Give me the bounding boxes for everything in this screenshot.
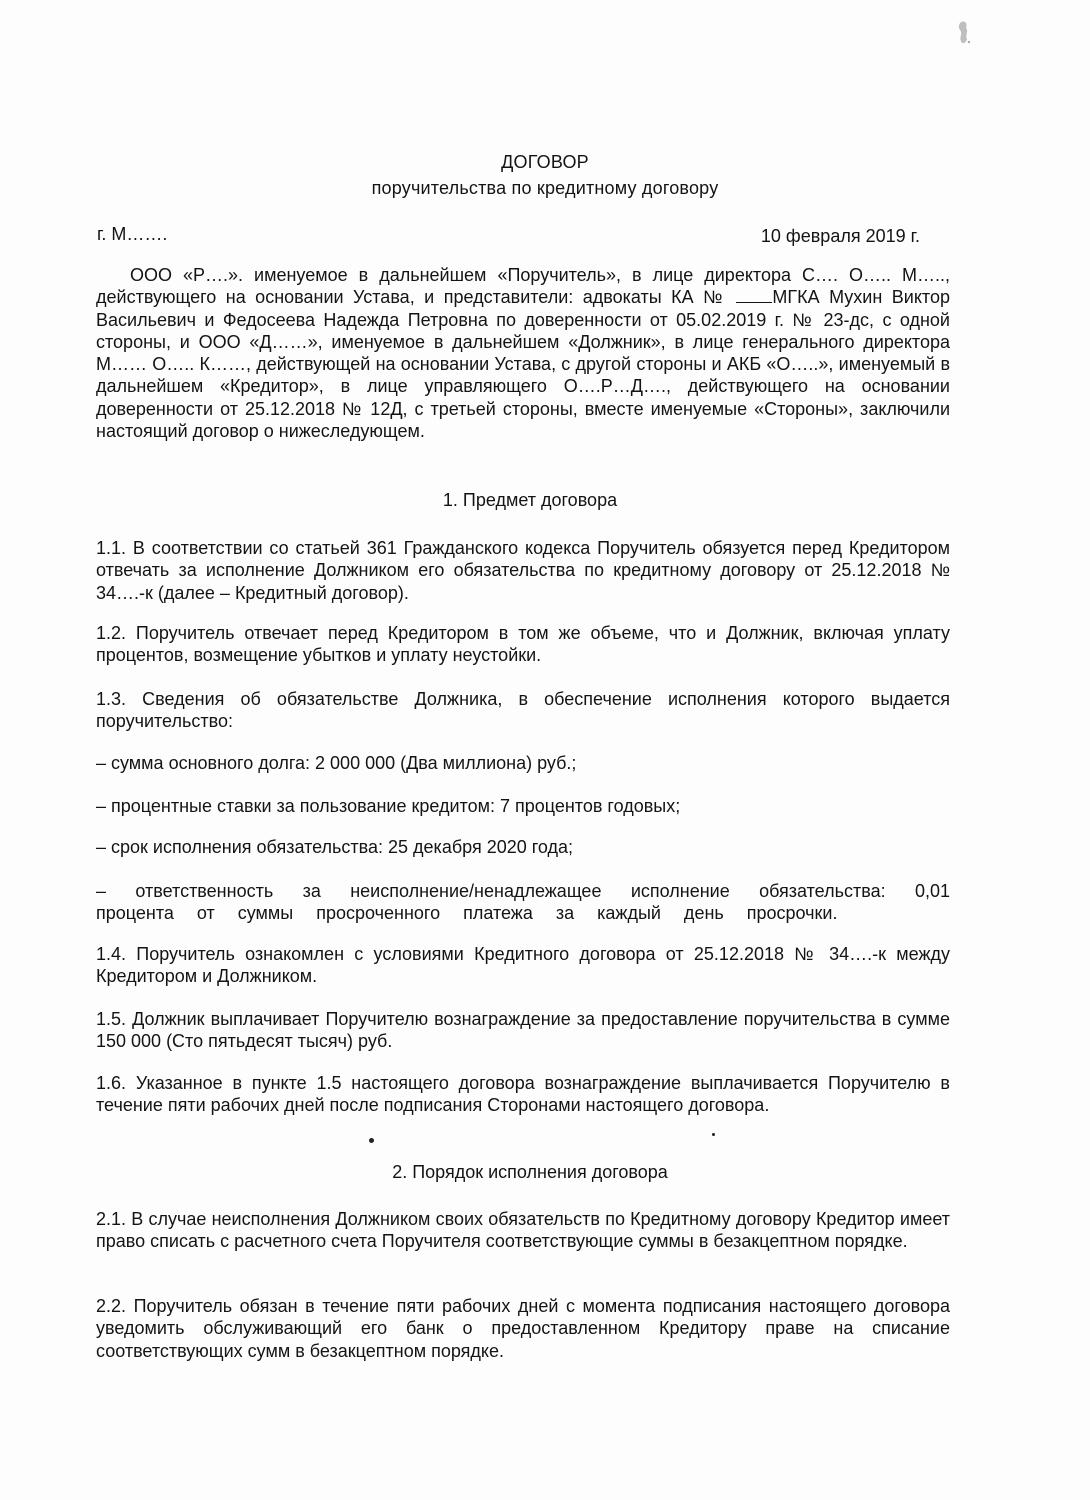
obligation-item-term: – срок исполнения обязательства: 25 декабря 2020 года; [96, 837, 574, 857]
clause-1-1: 1.1. В соответствии со статьей 361 Гражданского кодекса Поручитель обязуется перед Кредитором отвечать за исполнение Должником его обязательства по кредитному договору от 25.12.2018 № 34….-к (далее – Кредитный договор). [96, 538, 950, 603]
clause-1-2: 1.2. Поручитель отвечает перед Кредитором в том же объеме, что и Должник, включая уплату процентов, возмещение убытков и уплату неустойки. [96, 623, 950, 666]
clause-2-1: 2.1. В случае неисполнения Должником своих обязательств по Кредитному договору Кредитор имеет право списать с расчетного счета Поручителя соответствующие суммы в безакцептном порядке. [96, 1209, 950, 1252]
scan-speck [369, 1138, 374, 1143]
document-subtitle: поручительства по кредитному договору [371, 178, 719, 198]
obligation-item-liability: – ответственность за неисполнение/ненадлежащее исполнение обязательства: 0,01 процента от суммы просроченного платежа за каждый день просрочки. [96, 881, 950, 924]
preamble-paragraph [96, 264, 950, 442]
obligation-item-interest: – процентные ставки за пользование кредитом: 7 процентов годовых; [96, 796, 681, 816]
preamble-part-1: ООО «Р….». именуемое в дальнейшем «Поручитель», в лице директора С…. О….. М….., действующего на основании Устава, и представители: адвокаты КА № [96, 265, 950, 308]
contract-date: 10 февраля 2019 г. [760, 226, 920, 246]
clause-1-5: 1.5. Должник выплачивает Поручителю вознаграждение за предоставление поручительства в сумме 150 000 (Сто пятьдесят тысяч) руб. [96, 1009, 950, 1052]
preamble-part-2: МГКА Мухин Виктор Васильевич и Федосеева Надежда Петровна по доверенности от 05.02.2019 г. № 23-дс, с одной стороны, и ООО «Д……», именуемое в дальнейшем «Должник», в лице генерального директора М…… О….. К……, действующей на основании Устава, с другой стороны и АКБ «О…..», именуемый в дальнейшем «Кредитор», в лице управляющего О….Р…Д…., действующего на основании доверенности от 25.12.2018 № 12Д, с третьей стороны, вместе именуемые «Стороны», заключили настоящий договор о нижеследующем. [96, 287, 950, 442]
scan-speck [712, 1133, 715, 1136]
blank-line [736, 288, 772, 303]
obligation-item-principal: – сумма основного долга: 2 000 000 (Два миллиона) руб.; [96, 753, 577, 773]
section-2-heading: 2. Порядок исполнения договора [392, 1162, 668, 1182]
document-title: ДОГОВОР [501, 152, 589, 172]
clause-1-6: 1.6. Указанное в пункте 1.5 настоящего договора вознаграждение выплачивается Поручителю в течение пяти рабочих дней после подписания Сторонами настоящего договора. [96, 1073, 950, 1116]
clause-1-4: 1.4. Поручитель ознакомлен с условиями Кредитного договора от 25.12.2018 № 34….-к между Кредитором и Должником. [96, 944, 950, 987]
clause-1-3: 1.3. Сведения об обязательстве Должника, в обеспечение исполнения которого выдается поручительство: [96, 689, 950, 732]
scan-smudge-mark [957, 20, 971, 46]
clause-2-2: 2.2. Поручитель обязан в течение пяти рабочих дней с момента подписания настоящего договора уведомить обслуживающий его банк о предоставленном Кредитору праве на списание соответствующих сумм в безакцептном порядке. [96, 1296, 950, 1361]
contract-place: г. М……. [97, 224, 168, 244]
section-1-heading: 1. Предмет договора [442, 490, 618, 510]
